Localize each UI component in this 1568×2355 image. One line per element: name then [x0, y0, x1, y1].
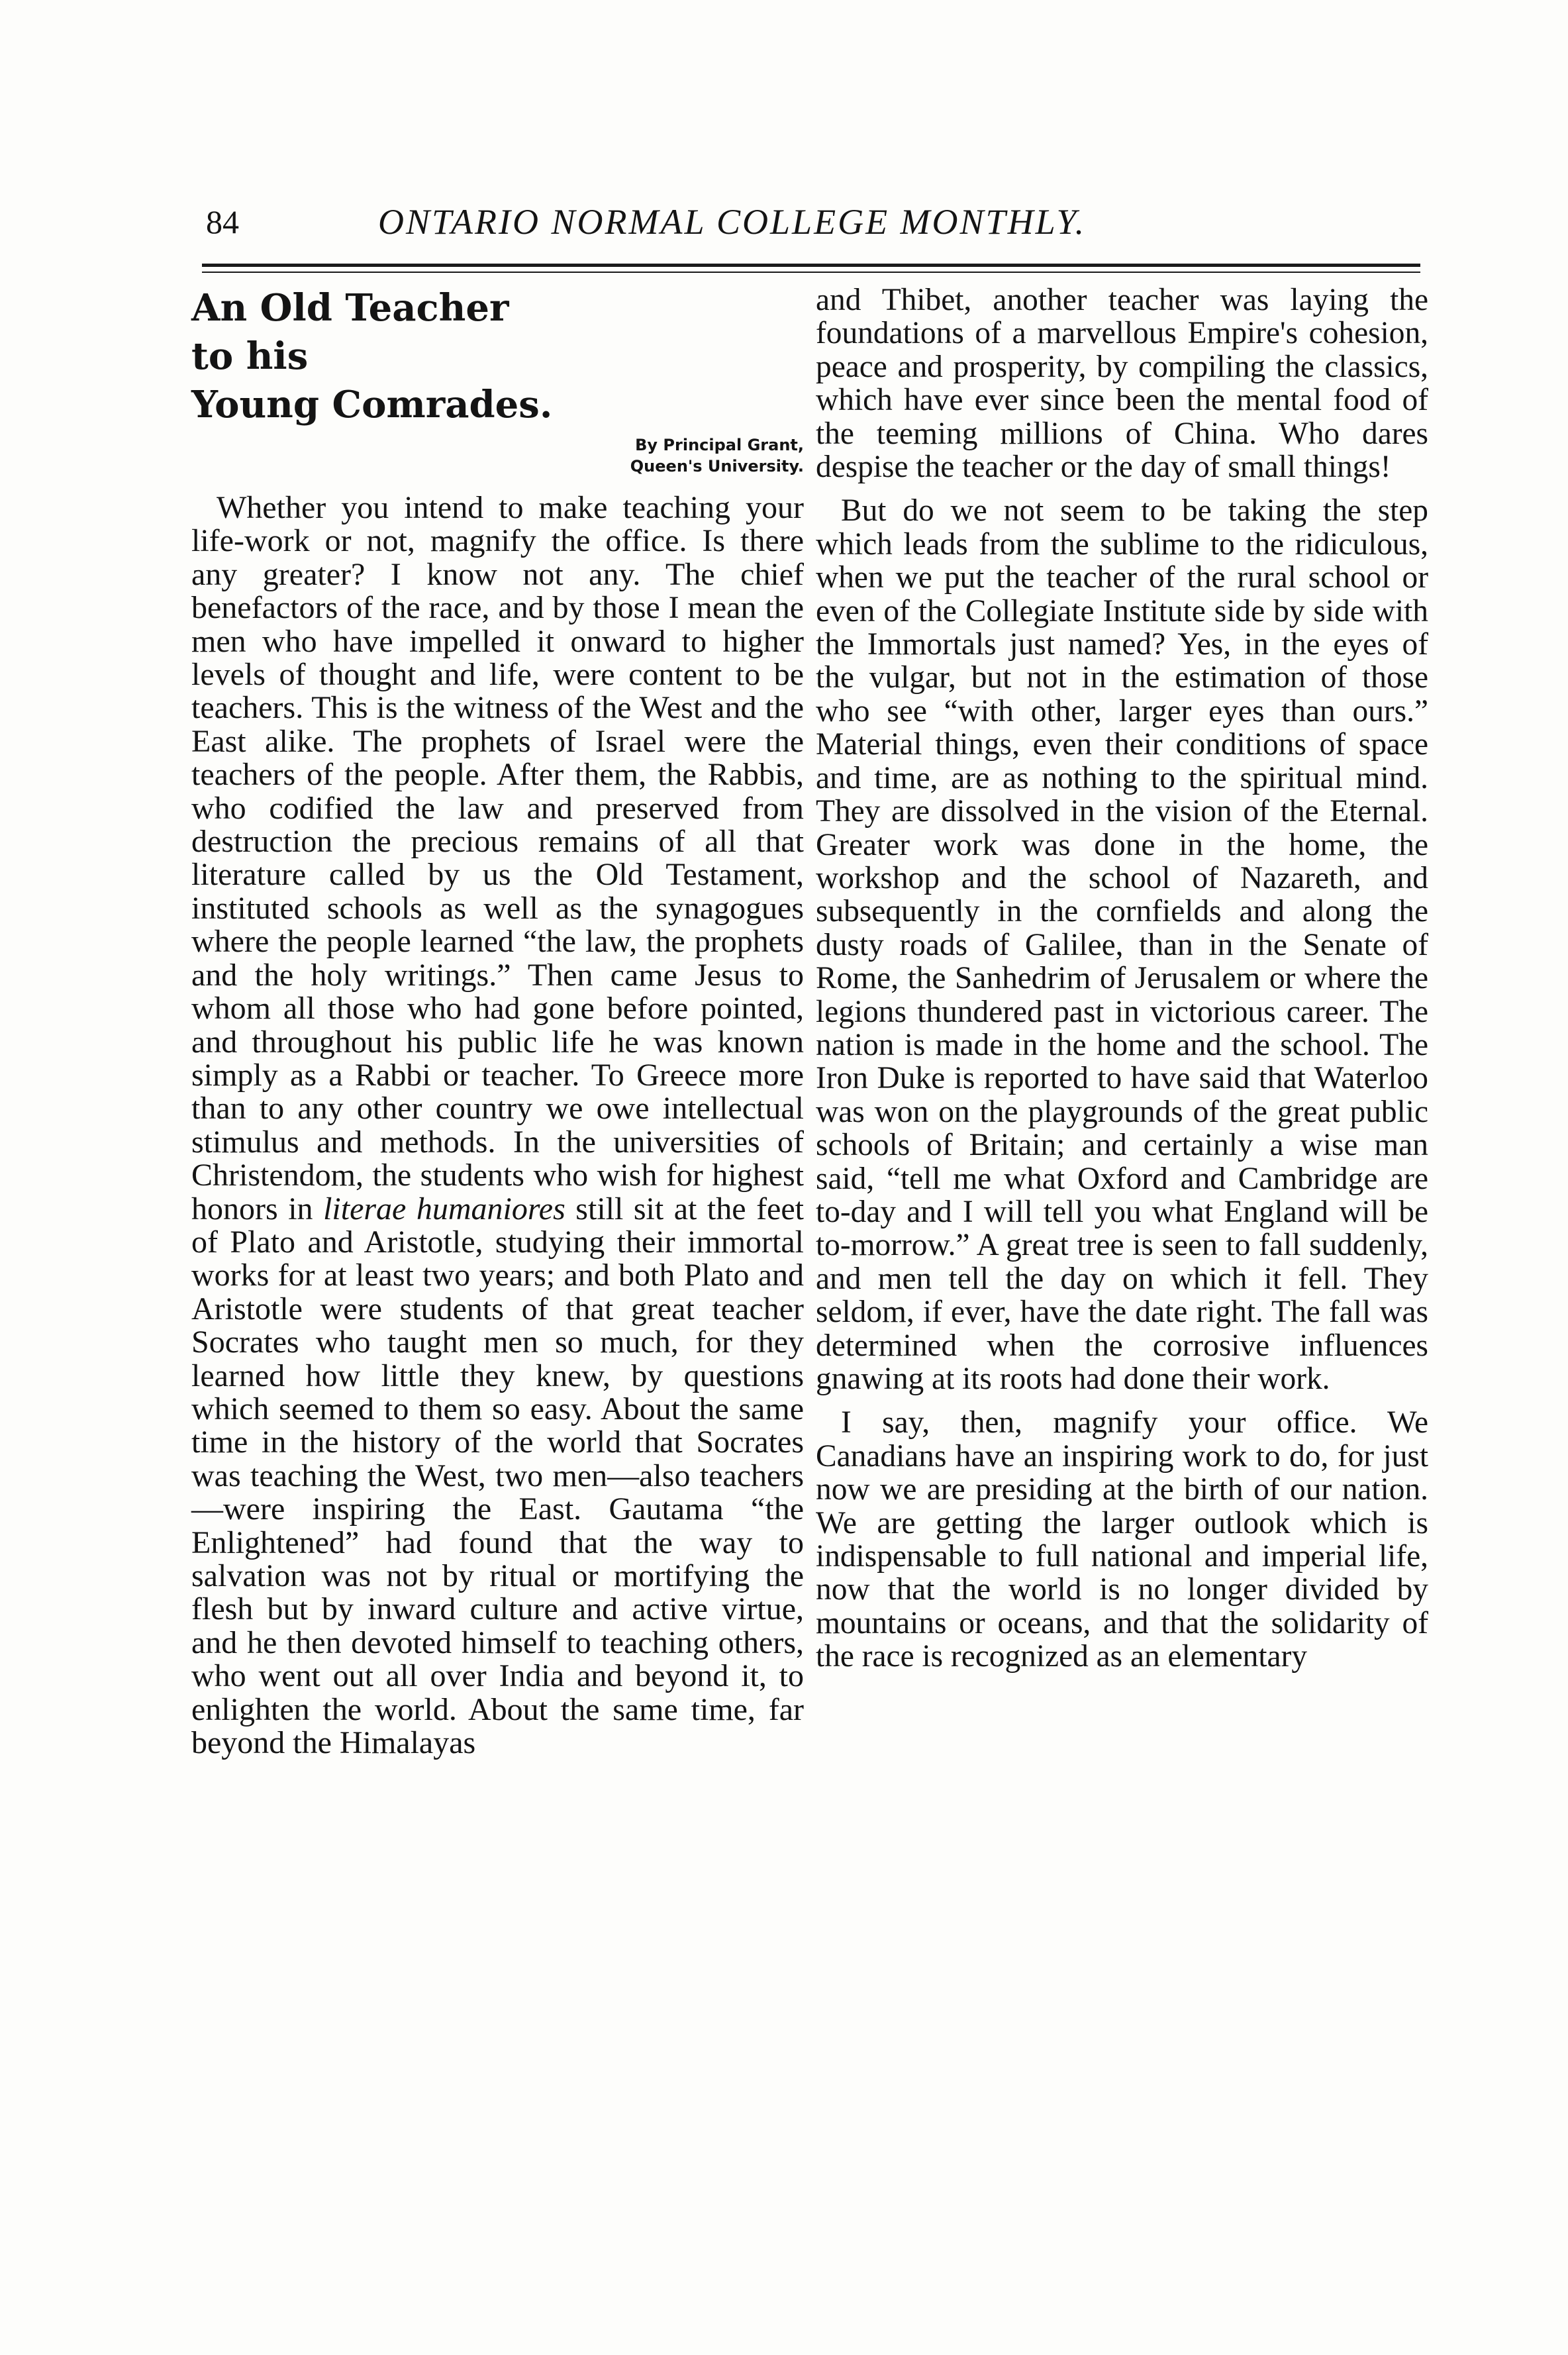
latin-phrase: literae humaniores [323, 1191, 565, 1227]
title-line: An Old Teacher [191, 286, 509, 330]
paragraph: But do we not seem to be taking the step which leads from the sublime to the ridiculous, when we put the teacher of the rural school or even of the Collegiate Institute side by side with the Immortals just named? Yes, in the eyes of the vulgar, but not in the estimation of those who see “with other, larger eyes than ours.” Material things, even their conditions of space and time, are as nothing to the spiritual mind. They are dissolved in the vision of the Eternal. Greater work was done in the home, the workshop and the school of Nazareth, and subsequently in the cornfields and along the dusty roads of Galilee, than in the Senate of Rome, the Sanhedrim of Jerusalem or where the legions thundered past in victorious career. The nation is made in the home and the school. The Iron Duke is reported to have said that Waterloo was won on the playgrounds of the great public schools of Britain; and certainly a wise man said, “tell me what Oxford and Cambridge are to-day and I will tell you what England will be to-morrow.” A great tree is seen to fall suddenly, and men tell the day on which it fell. They seldom, if ever, have the date right. The fall was determined when the corrosive influences gnawing at its roots had done their work. [816, 493, 1428, 1396]
paragraph: I say, then, magnify your office. We Canadians have an inspiring work to do, for just now we are presiding at the birth of our nation. We are getting the larger outlook which is indispensable to full national and imperial life, now that the world is no longer divided by mountains or oceans, and that the solidarity of the race is recognized as an elementary [816, 1405, 1428, 1674]
page-number: 84 [206, 203, 239, 240]
byline-line: By Principal Grant, [635, 436, 804, 454]
article-title [191, 284, 804, 429]
header-rule-thick [202, 264, 1420, 267]
paragraph [191, 491, 804, 1760]
title-line: to his [191, 334, 309, 378]
byline-line: Queen's University. [630, 457, 804, 476]
paragraph-text: still sit at the feet of Plato and Aristotle, studying their immortal works for at least two years; and both Plato and Aristotle were students of that great teacher Socrates who taught men so much, for they learned how little they knew, by questions which seemed to them so easy. About the same time in the history of the world that Socrates was teaching the West, two men—also teachers—were inspiring the East. Gautama “the Enlightened” had found that the way to salvation was not by ritual or mortifying the flesh but by inward culture and active virtue, and he then devoted himself to teaching others, who went out all over India and beyond it, to enlighten the world. About the same time, far beyond the Himalayas [191, 1191, 805, 1761]
author-byline [191, 434, 804, 477]
header-rule-thin [202, 272, 1420, 273]
right-column [816, 283, 1428, 1674]
left-column [191, 281, 804, 1760]
running-title: ONTARIO NORMAL COLLEGE MONTHLY. [378, 202, 1087, 242]
page-header [206, 199, 1421, 245]
paragraph: and Thibet, another teacher was laying the foundations of a marvellous Empire's cohesion, peace and prosperity, by compiling the classics, which have ever since been the mental food of the teeming millions of China. Who dares despise the teacher or the day of small things! [816, 283, 1428, 485]
paragraph-text: Whether you intend to make teaching your life-work or not, magnify the office. Is there any greater? I know not any. The chief benefactors of the race, and by those I mean the men who have impelled it onward to higher levels of thought and life, were content to be teachers. This is the witness of the West and the East alike. The prophets of Israel were the teachers of the people. After them, the Rabbis, who codified the law and preserved from destruction the precious remains of all that literature called by us the Old Testament, instituted schools as well as the synagogues where the people learned “the law, the prophets and the holy writings.” Then came Jesus to whom all those who had gone before pointed, and throughout his public life he was known simply as a Rabbi or teacher. To Greece more than to any other country we owe intellectual stimulus and methods. In the universities of Christendom, the students who wish for highest honors in [191, 490, 804, 1227]
title-line: Young Comrades. [191, 383, 553, 426]
